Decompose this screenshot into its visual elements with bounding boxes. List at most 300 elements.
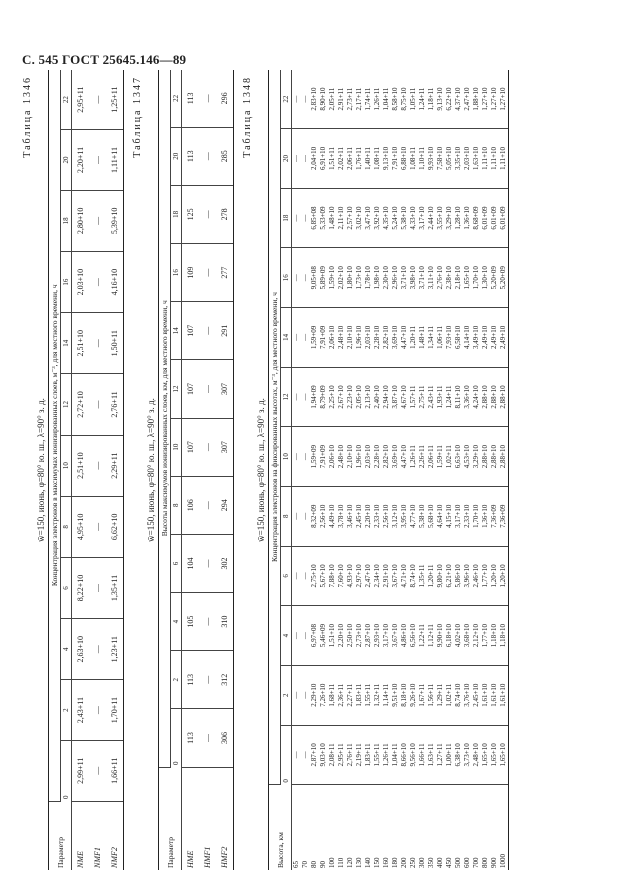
table-cell: —	[199, 70, 216, 127]
hour-header: 4	[281, 606, 292, 666]
table-cell: 1,77+10	[481, 546, 490, 606]
table-cell: 4,02+10	[454, 606, 463, 666]
table-cell: 1,14+11	[382, 665, 391, 725]
table-cell: 1,20+11	[427, 546, 436, 606]
table-cell: 4,53+10	[463, 427, 472, 487]
table-cell: 1,12+11	[427, 606, 436, 666]
table-cell: 3,36+10	[463, 367, 472, 427]
table-cell: 8,75+10	[400, 70, 409, 129]
table-cell: 2,29+11	[106, 435, 124, 496]
page-header: С. 545 ГОСТ 25645.146—89	[22, 52, 187, 67]
table-row	[301, 70, 310, 870]
table-cell: 2,72+10	[72, 374, 90, 435]
table-row	[89, 70, 106, 870]
table-cell: 2,88+10	[499, 367, 509, 427]
hour-header: 16	[281, 248, 292, 308]
table-cell: 4,64+10	[436, 486, 445, 546]
table-cell: 7,91+09	[319, 308, 328, 368]
table-cell: 3,55+10	[436, 188, 445, 248]
table-cell: —	[301, 427, 310, 487]
table-row	[182, 70, 200, 870]
table-cell: 1,20+10	[499, 546, 509, 606]
table-cell: 307	[216, 360, 234, 418]
table-cell: 1,76+11	[355, 129, 364, 189]
table-row	[409, 70, 418, 870]
table-cell: 310	[216, 593, 234, 651]
table-cell: 1,02+11	[445, 427, 454, 487]
table-cell: —	[301, 308, 310, 368]
row-label: HMF2	[216, 767, 234, 870]
table-cell: —	[199, 593, 216, 651]
table-cell: 3,95+10	[400, 486, 409, 546]
table-row	[310, 70, 319, 870]
table-cell: 4,16+10	[106, 251, 124, 312]
table-cell: 1,70+10	[472, 248, 481, 308]
table-cell: 2,46+10	[472, 546, 481, 606]
table-cell: 9,90+10	[436, 606, 445, 666]
table-cell: 1,80+10	[346, 248, 355, 308]
table-cell: 107	[182, 360, 200, 418]
table-cell: 2,82+10	[382, 427, 391, 487]
table-cell: 1,08+11	[409, 129, 418, 189]
table-cell: 2,49+10	[499, 308, 509, 368]
table-cell: 278	[216, 185, 234, 243]
table-cell: 1,24+11	[445, 367, 454, 427]
table-cell: 285	[216, 127, 234, 185]
table-cell: 4,33+10	[409, 188, 418, 248]
table-row	[436, 70, 445, 870]
table-cell: 2,33+10	[463, 486, 472, 546]
table-cell: 1,40+11	[364, 129, 373, 189]
table-cell: 8,90+10	[319, 70, 328, 129]
table-cell: 3,98+10	[409, 248, 418, 308]
table-cell: 2,43+11	[72, 680, 90, 741]
row-label: HME	[186, 850, 195, 868]
table-cell: 1,66+11	[418, 725, 427, 785]
hour-header: 16	[171, 244, 182, 302]
table-cell: 1,08+11	[373, 129, 382, 189]
table-cell: 2,30+10	[382, 248, 391, 308]
row-label: 450	[445, 857, 453, 868]
hours-row	[171, 70, 182, 870]
table-cell: 3,69+10	[391, 427, 400, 487]
table-cell: 4,47+10	[400, 427, 409, 487]
table-cell: 2,27+11	[346, 665, 355, 725]
table-cell: 2,50+10	[346, 606, 355, 666]
table-cell: 6,63+10	[454, 427, 463, 487]
table-row	[427, 70, 436, 870]
table-cell: —	[292, 188, 302, 248]
row-label: 1000	[499, 785, 509, 870]
table-cell: 3,76+10	[463, 665, 472, 725]
table-cell: 3,17+10	[418, 188, 427, 248]
param-header: Высота, км	[269, 785, 292, 870]
hour-header: 20	[171, 127, 182, 185]
table-cell: 7,93+10	[445, 308, 454, 368]
table-cell: 1,83+11	[355, 665, 364, 725]
table-cell: 1,65+10	[499, 725, 509, 785]
table-cell: —	[292, 427, 302, 487]
table-cell: —	[199, 360, 216, 418]
table-cell: 2,82+10	[382, 308, 391, 368]
table-cell: 1,61+10	[490, 665, 499, 725]
table-cell: 2,13+10	[364, 367, 373, 427]
hour-header: 6	[61, 557, 72, 618]
table-cell: 2,76+11	[346, 725, 355, 785]
table-cell: 2,05+10	[355, 367, 364, 427]
table-cell: 2,47+10	[364, 546, 373, 606]
table-cell: 3,68+10	[463, 606, 472, 666]
param-header: Параметр	[49, 801, 72, 870]
header-row	[269, 70, 281, 870]
hour-header: 14	[171, 302, 182, 360]
table-row	[490, 70, 499, 870]
hour-header: 4	[171, 593, 182, 651]
table-cell: —	[301, 725, 310, 785]
table-row	[481, 70, 490, 870]
table-cell: 5,89+09	[319, 248, 328, 308]
table-cell: 8,11+10	[454, 367, 463, 427]
table-cell: 4,93+10	[346, 546, 355, 606]
hour-header: 0	[281, 725, 292, 785]
table-cell: 2,97+10	[355, 546, 364, 606]
table-cell: 2,51+10	[72, 313, 90, 374]
table-cell: —	[89, 70, 106, 130]
param-header: Параметр	[159, 767, 182, 870]
table-cell: 2,67+10	[337, 367, 346, 427]
table-cell: 1,05+11	[409, 70, 418, 129]
t1346-condition: w̄=150, июнь, φ=80° ю. ш., λ=90° з. д.	[36, 398, 46, 542]
table-cell: 1,30+10	[481, 248, 490, 308]
table-cell: 1,27+11	[436, 725, 445, 785]
table-cell: 3,35+10	[454, 129, 463, 189]
table-cell: 6,01+09	[490, 188, 499, 248]
row-label: 140	[364, 857, 372, 868]
table-cell: 2,06+10	[328, 427, 337, 487]
table-cell: 1,59+10	[328, 248, 337, 308]
table-cell: 9,05+08	[310, 248, 319, 308]
table-cell: 1,18+11	[427, 70, 436, 129]
table-cell: 9,51+10	[391, 665, 400, 725]
table-cell: 1,74+11	[364, 70, 373, 129]
table-cell: 4,86+10	[400, 606, 409, 666]
table-cell: —	[199, 476, 216, 534]
table-cell: 1,66+11	[106, 740, 124, 801]
subheader: Концентрация электронов на фиксированных высотах, м⁻³, для местного времени, ч	[269, 70, 281, 785]
table-cell: 1,04+11	[382, 70, 391, 129]
table-row	[199, 70, 216, 870]
hour-header: 0	[61, 740, 72, 801]
table-cell: 104	[182, 534, 200, 592]
table-cell: 2,10+10	[346, 308, 355, 368]
table-cell: 8,79+09	[319, 367, 328, 427]
table-cell: 2,75+10	[310, 546, 319, 606]
table-cell: 8,68+09	[472, 188, 481, 248]
table-cell: 8,18+10	[400, 665, 409, 725]
table-cell: 302	[216, 534, 234, 592]
table-cell: 4,35+10	[382, 188, 391, 248]
table-row	[382, 70, 391, 870]
table-cell: 2,06+10	[328, 308, 337, 368]
table-cell: 6,22+10	[445, 70, 454, 129]
row-label: 120	[346, 857, 354, 868]
table-cell: —	[301, 546, 310, 606]
table-row	[292, 70, 302, 870]
row-label: 180	[391, 857, 399, 868]
t1348-condition: w̄=150, июнь, φ=80° ю. ш., λ=90° з. д.	[256, 398, 266, 542]
table-cell: 8,58+10	[391, 70, 400, 129]
table-cell: 1,56+11	[427, 665, 436, 725]
hour-header: 12	[281, 367, 292, 427]
hour-header: 8	[281, 486, 292, 546]
hour-header: 22	[281, 70, 292, 129]
table-cell: 5,38+10	[418, 486, 427, 546]
table-cell: 3,29+10	[472, 427, 481, 487]
table-cell: 1,02+11	[445, 665, 454, 725]
table-cell: 9,03+10	[319, 725, 328, 785]
table-cell: 1,11+10	[481, 129, 490, 189]
row-label: 800	[481, 857, 489, 868]
table-row	[472, 70, 481, 870]
table-cell: 8,66+10	[400, 725, 409, 785]
table-cell: 1,06+11	[436, 308, 445, 368]
table-cell: 1,36+10	[463, 188, 472, 248]
table-cell: 1,55+11	[373, 725, 382, 785]
row-label: 500	[454, 857, 462, 868]
table-cell: 4,15+10	[445, 486, 454, 546]
table-cell: 1,96+10	[355, 427, 364, 487]
table-cell: 2,47+10	[463, 70, 472, 129]
table-cell: 6,97+08	[310, 606, 319, 666]
table-cell: 1,27+10	[490, 70, 499, 129]
table-cell: 1,25+11	[106, 70, 124, 130]
table-cell: 2,40+10	[373, 367, 382, 427]
table-1346-block	[22, 70, 124, 870]
hour-header: 10	[281, 427, 292, 487]
table-cell: 2,11+10	[337, 188, 346, 248]
table-cell: —	[89, 619, 106, 680]
table-cell: 5,38+10	[400, 188, 409, 248]
table-cell: 2,25+10	[328, 367, 337, 427]
hours-row	[281, 70, 292, 870]
table-cell: —	[199, 302, 216, 360]
table-cell: 9,93+10	[427, 129, 436, 189]
hour-header: 2	[281, 665, 292, 725]
table-cell: 2,96+10	[391, 248, 400, 308]
table-cell: 1,04+11	[391, 725, 400, 785]
table-cell: 1,26+11	[382, 725, 391, 785]
table-cell: 1,77+10	[481, 606, 490, 666]
table-cell: —	[89, 680, 106, 741]
table-cell: 1,70+11	[106, 680, 124, 741]
table-cell: 8,74+10	[409, 546, 418, 606]
table-cell: 2,76+11	[106, 374, 124, 435]
row-label: 600	[463, 857, 471, 868]
table-cell: 105	[182, 593, 200, 651]
hour-header: 14	[281, 308, 292, 368]
table-cell: 4,71+10	[400, 546, 409, 606]
table-cell: 3,78+10	[337, 486, 346, 546]
table-cell: 113	[182, 127, 200, 185]
hour-header: 12	[61, 374, 72, 435]
table-cell: —	[199, 651, 216, 709]
table-cell: —	[89, 374, 106, 435]
table-cell: 2,20+11	[72, 130, 90, 191]
table-cell: 1,59+11	[436, 427, 445, 487]
table-cell: 1,10+11	[418, 129, 427, 189]
row-label: 700	[472, 857, 480, 868]
table-cell: 107	[182, 418, 200, 476]
table-row	[328, 70, 337, 870]
hour-header: 22	[171, 70, 182, 127]
table-cell: 1,63+10	[472, 129, 481, 189]
table-cell: 5,24+10	[391, 188, 400, 248]
table-cell: 306	[216, 709, 234, 767]
table-cell: 106	[182, 476, 200, 534]
table-cell: 2,34+10	[373, 546, 382, 606]
t1346-table	[48, 70, 124, 870]
table-cell: 6,56+10	[409, 606, 418, 666]
table-cell: 2,88+10	[490, 427, 499, 487]
table-cell: 4,77+10	[409, 486, 418, 546]
row-label: 350	[427, 857, 435, 868]
table-cell: 2,03+10	[463, 129, 472, 189]
table-cell: 6,01+09	[499, 188, 509, 248]
table-cell: 3,71+10	[400, 248, 409, 308]
table-cell: —	[89, 740, 106, 801]
table-cell: —	[292, 606, 302, 666]
table-cell: 1,28+10	[454, 188, 463, 248]
table-row	[391, 70, 400, 870]
row-label: 70	[301, 861, 309, 868]
table-cell: 2,56+10	[319, 486, 328, 546]
table-cell: 1,78+10	[364, 248, 373, 308]
table-cell: 2,20+10	[337, 606, 346, 666]
table-cell: 6,62+10	[106, 496, 124, 557]
table-cell: 3,12+10	[391, 486, 400, 546]
table-row	[364, 70, 373, 870]
table-cell: 1,22+11	[418, 606, 427, 666]
table-cell: 296	[216, 70, 234, 127]
table-cell: 2,87+10	[310, 725, 319, 785]
table-cell: 3,11+10	[427, 248, 436, 308]
hour-header: 2	[61, 680, 72, 741]
table-cell: —	[301, 188, 310, 248]
row-label: 400	[436, 857, 444, 868]
table-cell: 8,22+10	[72, 557, 90, 618]
table-cell: 3,69+10	[391, 308, 400, 368]
table-cell: —	[301, 129, 310, 189]
table-cell: 3,29+10	[445, 188, 454, 248]
table-cell: —	[292, 725, 302, 785]
table-cell: —	[301, 606, 310, 666]
table-cell: 2,03+10	[364, 308, 373, 368]
table-cell: 1,65+10	[490, 725, 499, 785]
table-cell: —	[199, 185, 216, 243]
table-cell: 1,48+10	[328, 188, 337, 248]
table-cell: 1,26+11	[409, 427, 418, 487]
table-cell: 2,43+11	[427, 367, 436, 427]
table-cell: 6,91+10	[319, 129, 328, 189]
table-cell: 1,36+10	[481, 486, 490, 546]
table-cell: 307	[216, 418, 234, 476]
table-cell: 3,02+10	[355, 188, 364, 248]
table-cell: —	[199, 244, 216, 302]
table-cell: 5,67+10	[319, 546, 328, 606]
table-cell: —	[89, 557, 106, 618]
table-cell: —	[301, 486, 310, 546]
table-cell: 1,20+10	[490, 546, 499, 606]
table-cell: 2,80+10	[72, 190, 90, 251]
table-cell: 2,28+10	[373, 427, 382, 487]
table-cell: 4,24+10	[472, 367, 481, 427]
row-label: NMF1	[93, 847, 102, 868]
table-cell: 1,24+11	[418, 70, 427, 129]
table-cell: 6,01+09	[481, 188, 490, 248]
table-cell: 3,71+10	[418, 248, 427, 308]
table-row	[400, 70, 409, 870]
table-cell: 3,47+10	[364, 188, 373, 248]
table-row	[337, 70, 346, 870]
table-cell: 3,67+10	[391, 606, 400, 666]
hour-header: 16	[61, 251, 72, 312]
table-cell: 2,48+10	[337, 427, 346, 487]
hour-header: 18	[61, 190, 72, 251]
table-cell: 2,57+10	[346, 188, 355, 248]
hour-header: 18	[171, 185, 182, 243]
row-label: 90	[319, 861, 327, 868]
table-cell: —	[301, 248, 310, 308]
table-cell: 9,80+10	[436, 546, 445, 606]
table-cell: 2,02+10	[337, 248, 346, 308]
table-row	[373, 70, 382, 870]
table-1347-block	[132, 70, 234, 870]
table-cell: 2,94+10	[382, 367, 391, 427]
hour-header: 6	[171, 534, 182, 592]
t1347-condition: w̄=150, июнь, φ=80° ю. ш., λ=90° з. д.	[146, 398, 156, 542]
rotated-content	[22, 70, 612, 870]
table-row	[319, 70, 328, 870]
table-cell: 2,33+10	[373, 486, 382, 546]
table-cell: 6,88+10	[400, 129, 409, 189]
table-cell: 1,73+10	[355, 248, 364, 308]
table-row	[216, 70, 234, 870]
table-cell: 1,65+10	[463, 248, 472, 308]
table-cell: 2,26+11	[418, 427, 427, 487]
table-cell: 3,17+10	[382, 606, 391, 666]
subheader: Высоты максимумов ионизированных слоев, км, для местного времени, ч	[159, 70, 171, 767]
table-cell: 1,29+11	[436, 665, 445, 725]
table-cell: 2,48+10	[337, 308, 346, 368]
table-cell: 2,88+10	[499, 427, 509, 487]
table-cell: 1,11+10	[499, 129, 509, 189]
row-label: 300	[418, 857, 426, 868]
table-cell: 4,95+10	[72, 496, 90, 557]
table-row	[463, 70, 472, 870]
table-cell: 1,65+10	[481, 725, 490, 785]
hour-header: 20	[61, 130, 72, 191]
table-cell: 1,55+11	[364, 665, 373, 725]
hour-header: 12	[171, 360, 182, 418]
table-cell: 6,21+10	[445, 546, 454, 606]
table-cell: 6,58+10	[454, 308, 463, 368]
table-cell: 4,14+10	[463, 308, 472, 368]
hour-header: 20	[281, 129, 292, 189]
table-cell: —	[301, 367, 310, 427]
table-cell: —	[292, 129, 302, 189]
table-cell: 1,35+11	[418, 546, 427, 606]
hour-header: 10	[171, 418, 182, 476]
